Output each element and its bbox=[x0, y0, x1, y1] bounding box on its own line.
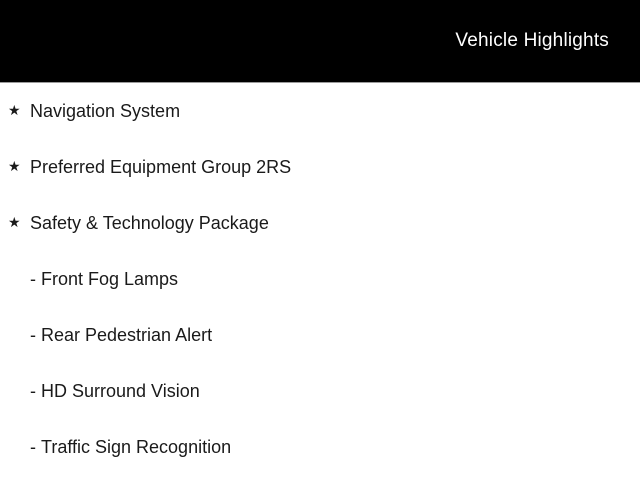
highlights-list bbox=[0, 83, 640, 475]
list-item-label: Traffic Sign Recognition bbox=[41, 437, 232, 457]
dash-icon: - bbox=[30, 325, 36, 345]
list-item-label: Safety & Technology Package bbox=[30, 213, 269, 233]
list-item bbox=[0, 251, 640, 307]
list-item-label: Rear Pedestrian Alert bbox=[41, 325, 213, 345]
list-item bbox=[0, 307, 640, 363]
list-item bbox=[0, 419, 640, 475]
list-item-label: HD Surround Vision bbox=[41, 381, 200, 401]
list-item bbox=[0, 195, 640, 251]
list-item-label: Preferred Equipment Group 2RS bbox=[30, 157, 292, 177]
dash-icon: - bbox=[30, 269, 36, 289]
star-icon: ★ bbox=[8, 102, 21, 118]
header-bar bbox=[0, 0, 640, 83]
list-item-label: Navigation System bbox=[30, 101, 181, 121]
star-icon: ★ bbox=[8, 158, 21, 174]
star-icon: ★ bbox=[8, 214, 21, 230]
dash-icon: - bbox=[30, 381, 36, 401]
list-item-label: Front Fog Lamps bbox=[41, 269, 179, 289]
list-item bbox=[0, 363, 640, 419]
list-item bbox=[0, 83, 640, 139]
list-item bbox=[0, 139, 640, 195]
page-title: Vehicle Highlights bbox=[455, 30, 609, 51]
dash-icon: - bbox=[30, 437, 36, 457]
